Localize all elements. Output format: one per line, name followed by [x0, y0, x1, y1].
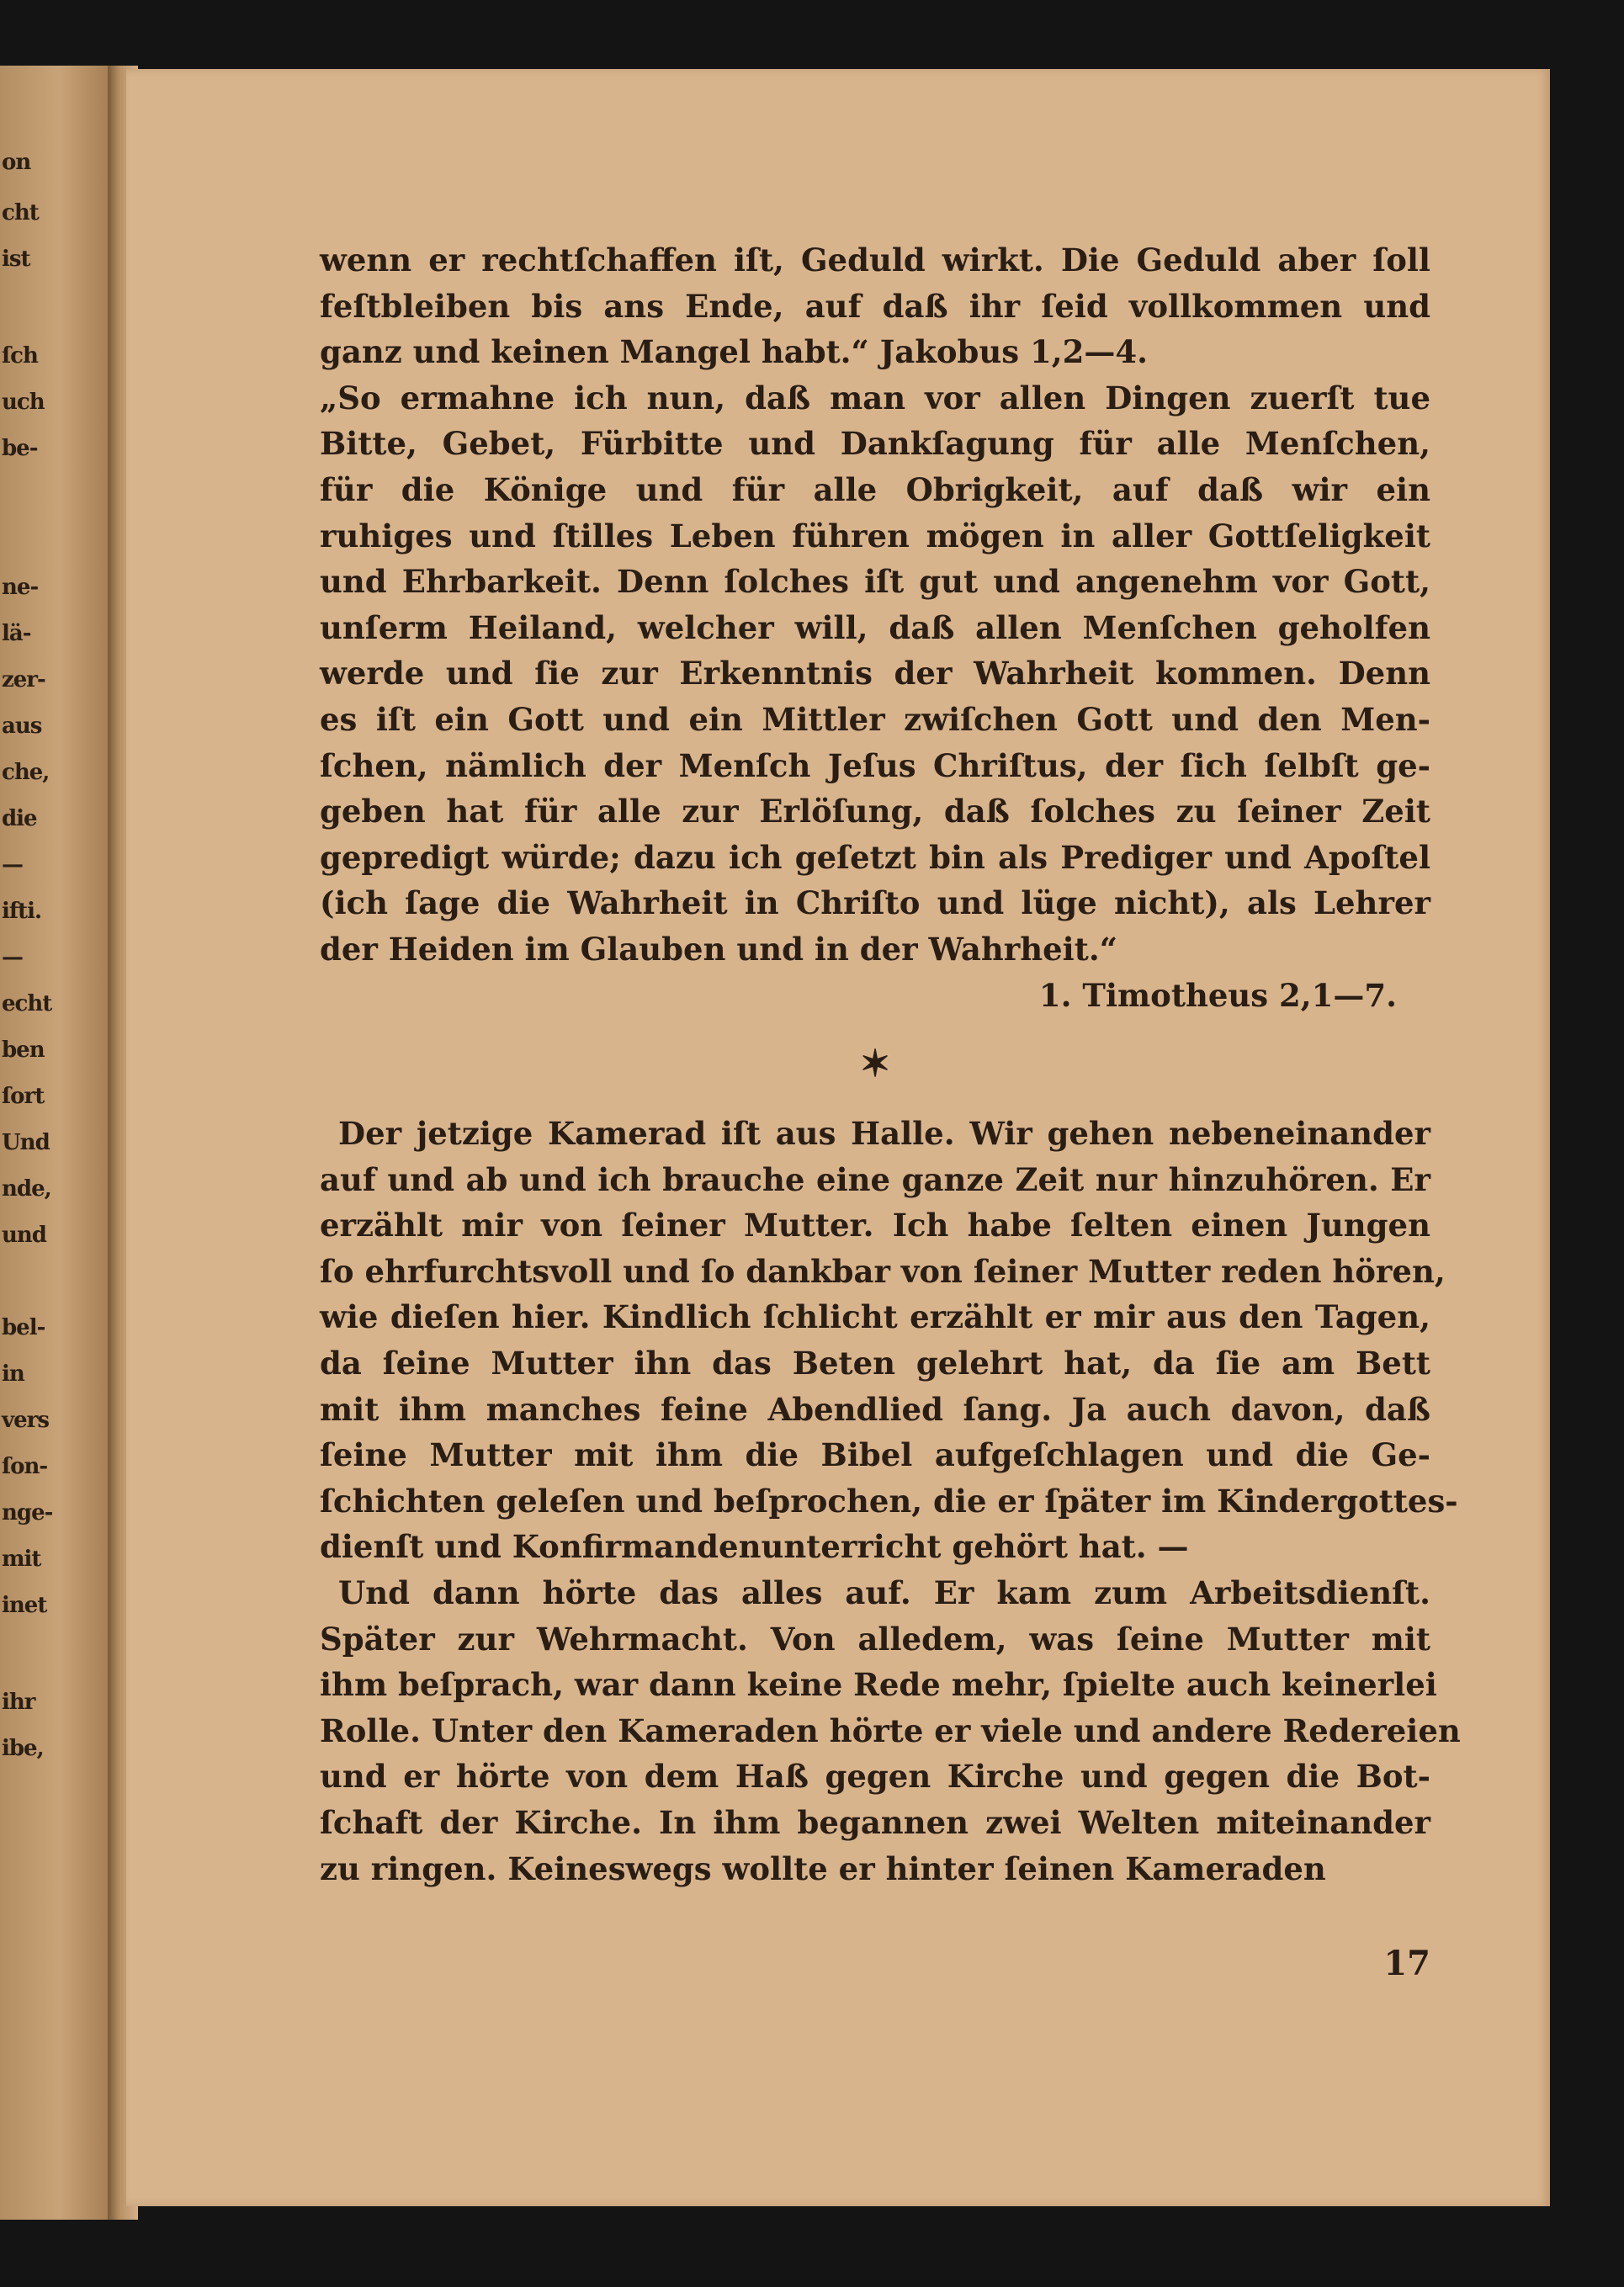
text-line: ihm beſprach, war dann keine Rede mehr, ſpielte auch keinerlei: [320, 1666, 1437, 1704]
left-page-fragment: ben: [2, 1037, 45, 1063]
left-page-fragment: be-: [2, 436, 38, 461]
text-line: „So ermahne ich nun, daß man vor allen Dingen zuerſt tue: [320, 379, 1430, 417]
left-page-fragment: uch: [2, 390, 45, 415]
text-line: dienſt und Konfirmandenunterricht gehört hat. —: [320, 1528, 1189, 1566]
text-line: ganz und keinen Mangel habt.“ Jakobus 1,2—4.: [320, 333, 1148, 371]
left-page-fragment: vers: [2, 1408, 49, 1433]
text-line: Der jetzige Kamerad iſt aus Halle. Wir gehen nebeneinander: [338, 1115, 1430, 1153]
left-page-fragment: in: [2, 1361, 24, 1387]
page-number: 17: [1383, 1944, 1430, 1983]
left-page-fragment: inet: [2, 1593, 47, 1618]
left-page-fragment: —: [2, 945, 23, 970]
left-page-fragment: Und: [2, 1130, 50, 1155]
text-line: ſchen, nämlich der Menſch Jeſus Chriſtus, der ſich ſelbſt ge-: [320, 746, 1430, 784]
text-line: erzählt mir von ſeiner Mutter. Ich habe ſelten einen Jungen: [320, 1207, 1430, 1244]
paragraph-arbeitsdienst: [320, 1570, 1461, 1892]
left-page-fragment: on: [2, 150, 31, 175]
text-line: für die Könige und für alle Obrigkeit, auf daß wir ein: [320, 470, 1430, 508]
text-line: werde und ſie zur Erkenntnis der Wahrheit kommen. Denn: [320, 655, 1430, 692]
text-line: geben hat für alle zur Erlöſung, daß ſolches zu ſeiner Zeit: [320, 793, 1430, 830]
left-page-fragment: cht: [2, 200, 39, 226]
text-line: Und dann hörte das alles auf. Er kam zum Arbeitsdienſt.: [338, 1574, 1430, 1612]
text-line: wie dieſen hier. Kindlich ſchlicht erzählt er mir aus den Tagen,: [320, 1298, 1430, 1336]
left-page-edge: [0, 66, 108, 2220]
text-line: unſerm Heiland, welcher will, daß allen Menſchen geholfen: [320, 608, 1430, 646]
left-page-fragment: und: [2, 1223, 46, 1248]
text-line: ſeine Mutter mit ihm die Bibel aufgeſchlagen und die Ge-: [320, 1436, 1430, 1474]
left-page-fragment: —: [2, 852, 23, 878]
left-page-fragment: die: [2, 806, 37, 831]
text-line: ſo ehrfurchtsvoll und ſo dankbar von ſeiner Mutter reden hören,: [320, 1252, 1446, 1290]
left-page-fragment: aus: [2, 714, 42, 739]
text-line: feſtbleiben bis ans Ende, auf daß ihr ſeid vollkommen und: [320, 287, 1430, 325]
text-line: gepredigt würde; dazu ich geſetzt bin als Prediger und Apoſtel: [320, 838, 1430, 876]
left-page-fragment: echt: [2, 991, 52, 1016]
left-page-fragment: mit: [2, 1547, 41, 1572]
text-line: mit ihm manches feine Abendlied ſang. Ja auch davon, daß: [320, 1390, 1430, 1428]
paragraph-kamerad: [320, 1111, 1458, 1570]
left-page-fragment: bel-: [2, 1315, 45, 1340]
left-page-fragment: ist: [2, 247, 30, 272]
text-line: ſchichten geleſen und beſprochen, die er ſpäter im Kindergottes-: [320, 1482, 1458, 1520]
book-page: [126, 69, 1550, 2206]
paragraph-timotheus: [320, 375, 1430, 973]
page-text: [320, 237, 1461, 1892]
left-page-fragment: nde,: [2, 1176, 51, 1202]
text-line: und Ehrbarkeit. Denn ſolches iſt gut und angenehm vor Gott,: [320, 563, 1430, 601]
text-line: (ich ſage die Wahrheit in Chriſto und lüge nicht), als Lehrer: [320, 884, 1430, 922]
left-page-fragment: che,: [2, 760, 50, 785]
separator-star: ✶: [859, 1043, 891, 1086]
text-line: auf und ab und ich brauche eine ganze Zeit nur hinzuhören. Er: [320, 1160, 1430, 1198]
text-line: wenn er rechtſchaffen iſt, Geduld wirkt. Die Geduld aber ſoll: [320, 241, 1430, 279]
text-line: der Heiden im Glauben und in der Wahrheit.“: [320, 930, 1117, 968]
left-page-fragment: ſch: [2, 343, 38, 369]
text-line: und er hörte von dem Haß gegen Kirche und gegen die Bot-: [320, 1758, 1430, 1796]
paragraph-jakobus: [320, 237, 1430, 375]
left-page-fragment: ſort: [2, 1084, 45, 1109]
left-page-fragment: ifti.: [2, 899, 41, 924]
text-line: ruhiges und ſtilles Leben führen mögen in aller Gottſeligkeit: [320, 517, 1430, 555]
text-line: es iſt ein Gott und ein Mittler zwiſchen Gott und den Men-: [320, 700, 1430, 738]
text-line: Bitte, Gebet, Fürbitte und Dankſagung für alle Menſchen,: [320, 425, 1430, 463]
text-line: da ſeine Mutter ihn das Beten gelehrt hat, da ſie am Bett: [320, 1345, 1430, 1382]
left-page-fragment: nge-: [2, 1500, 53, 1526]
left-page-fragment: ne-: [2, 575, 39, 600]
left-page-fragment: ibe,: [2, 1736, 44, 1761]
left-page-fragment: ſon-: [2, 1454, 48, 1479]
text-line: ſchaft der Kirche. In ihm begannen zwei Welten miteinander: [320, 1804, 1430, 1841]
left-page-fragment: ihr: [2, 1690, 35, 1715]
citation-timotheus: 1. Timotheus 2,1—7.: [1038, 976, 1397, 1014]
text-line: zu ringen. Keineswegs wollte er hinter ſeinen Kameraden: [320, 1849, 1326, 1887]
left-page-fragment: zer-: [2, 667, 45, 692]
text-line: Später zur Wehrmacht. Von alledem, was ſeine Mutter mit: [320, 1620, 1430, 1658]
left-page-fragment: lä-: [2, 621, 31, 646]
text-line: Rolle. Unter den Kameraden hörte er viele und andere Redereien: [320, 1711, 1461, 1749]
